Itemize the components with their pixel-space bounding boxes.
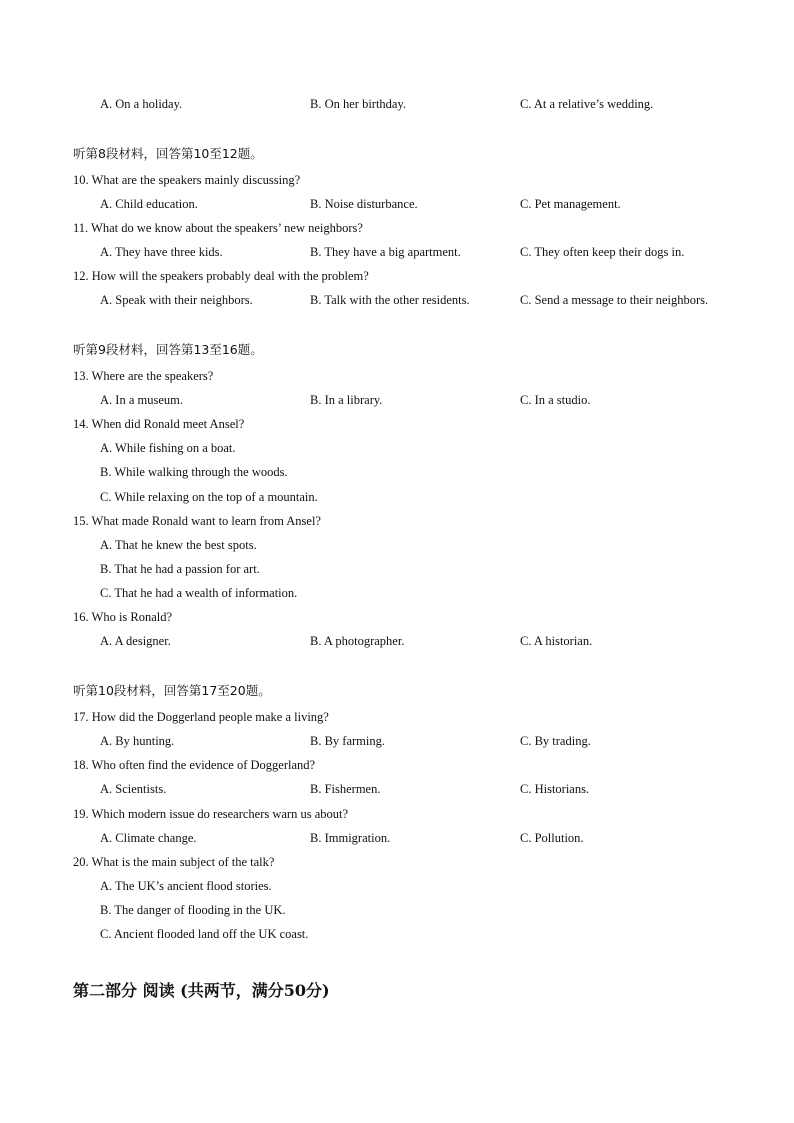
q15-option-c: C. That he had a wealth of information. [100,586,298,600]
q13-question: 13. Where are the speakers? [73,369,214,383]
q14-option-b: B. While walking through the woods. [100,465,288,479]
q11-question: 11. What do we know about the speakers’ new neighbors? [73,221,363,235]
q13-option-c: C. In a studio. [520,393,591,407]
q19-option-b: B. Immigration. [310,831,391,845]
q19-option-c: C. Pollution. [520,831,584,845]
q18-question: 18. Who often find the evidence of Doggerland? [73,758,316,772]
q11-option-a: A. They have three kids. [100,245,223,259]
q12-option-c: C. Send a message to their neighbors. [520,293,709,307]
q14-option-a: A. While fishing on a boat. [100,441,236,455]
q16-option-a: A. A designer. [100,634,171,648]
q9-option-c: C. At a relative’s wedding. [520,97,654,111]
q16-option-b: B. A photographer. [310,634,405,648]
q18-option-a: A. Scientists. [100,782,167,796]
q12-option-b: B. Talk with the other residents. [310,293,470,307]
q10-option-a: A. Child education. [100,197,198,211]
q10-option-b: B. Noise disturbance. [310,197,418,211]
q10-question: 10. What are the speakers mainly discussing? [73,173,301,187]
q16-question: 16. Who is Ronald? [73,610,173,624]
section10-instruction: 听第10段材料，回答第17至20题。 [73,683,271,698]
section9-instruction: 听第9段材料，回答第13至16题。 [73,342,263,357]
q19-option-a: A. Climate change. [100,831,197,845]
q17-option-a: A. By hunting. [100,734,175,748]
q20-option-c: C. Ancient flooded land off the UK coast. [100,927,309,941]
q18-option-b: B. Fishermen. [310,782,381,796]
q17-option-b: B. By farming. [310,734,385,748]
q20-option-a: A. The UK’s ancient flood stories. [100,879,272,893]
q17-question: 17. How did the Doggerland people make a living? [73,710,329,724]
q13-option-a: A. In a museum. [100,393,183,407]
part2-title: 第二部分 阅读 (共两节，满分50分) [73,981,330,1000]
q10-option-c: C. Pet management. [520,197,621,211]
q19-question: 19. Which modern issue do researchers warn us about? [73,807,349,821]
q16-option-c: C. A historian. [520,634,593,648]
q14-option-c: C. While relaxing on the top of a mountain. [100,490,318,504]
q12-question: 12. How will the speakers probably deal with the problem? [73,269,369,283]
q15-option-b: B. That he had a passion for art. [100,562,260,576]
q9-option-b: B. On her birthday. [310,97,407,111]
q9-option-a: A. On a holiday. [100,97,183,111]
q20-question: 20. What is the main subject of the talk? [73,855,275,869]
q12-option-a: A. Speak with their neighbors. [100,293,253,307]
q13-option-b: B. In a library. [310,393,383,407]
q20-option-b: B. The danger of flooding in the UK. [100,903,286,917]
q15-option-a: A. That he knew the best spots. [100,538,257,552]
q14-question: 14. When did Ronald meet Ansel? [73,417,245,431]
q17-option-c: C. By trading. [520,734,591,748]
q18-option-c: C. Historians. [520,782,590,796]
q11-option-b: B. They have a big apartment. [310,245,461,259]
q11-option-c: C. They often keep their dogs in. [520,245,685,259]
q15-question: 15. What made Ronald want to learn from Ansel? [73,514,321,528]
section8-instruction: 听第8段材料，回答第10至12题。 [73,146,263,161]
